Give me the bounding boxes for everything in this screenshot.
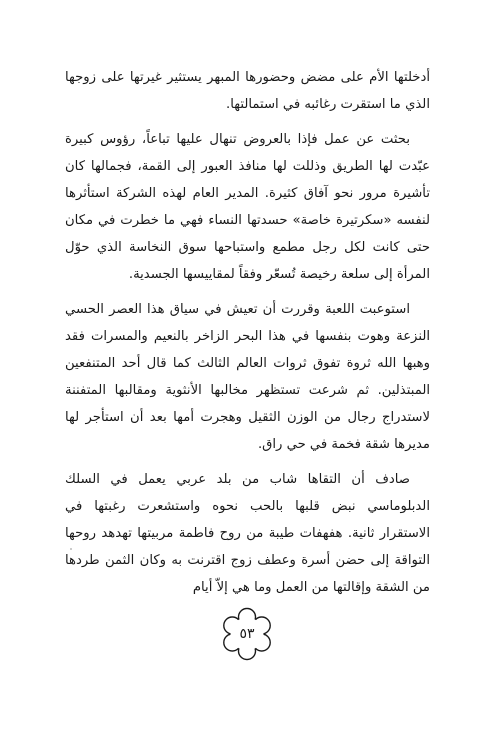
page-body (65, 64, 430, 601)
page-number-ornament (217, 604, 277, 664)
paragraph-2: بحثت عن عمل فإذا بالعروض تنهال عليها تباعاً، رؤوس كبيرة عبّدت لها الطريق وذللت لها منافذ العبور إلى القمة، فجمالها كان تأشيرة مرور نحو آفاق كثيرة. المدير العام لهذه الشركة استأثرها لنفسه «سكرتيرة خاصة» حسدتها النساء فهي ما خطرت في مكان حتى كانت لكل رجل مطمع واستباحها سوق النخاسة الذي حوّل المرأة إلى سلعة رخيصة تُسعّر وفقاً لمقاييسها الجسدية. (65, 132, 430, 282)
page-mark (70, 548, 72, 550)
paragraph-1: أدخلتها الأم على مضض وحضورها المبهر يستثير غيرتها على زوجها الذي ما استقرت رغائبه في استمالتها. (65, 70, 430, 112)
paragraph-4: صادف أن التقاها شاب من بلد عربي يعمل في السلك الدبلوماسي نبض قلبها بالحب نحوه واستشعرت رغبتها في الاستقرار ثانية. هفهفات طيبة من روح فاطمة مربيتها تهدهد روحها التواقة إلى حضن أسرة وعطف زوج اقترنت به وكان الثمن طردها من الشقة وإقالتها من العمل وما هي إلاّ أيام (65, 472, 430, 595)
page-number: ٥٣ (239, 626, 255, 642)
paragraph-3: استوعبت اللعبة وقررت أن تعيش في سياق هذا العصر الحسي النزعة وهوت بنفسها في هذا البحر الزاخر بالنعيم والمسرات فقد وهبها الله ثروة تفوق ثروات العالم الثالث كما قال أحد المتنفعين المبتذلين. ثم شرعت تستظهر مخالبها الأنثوية ومقالبها المتفننة لاستدراج رجال من الوزن الثقيل وهجرت أمها بعد أن استأجر لها مديرها شقة فخمة في حي راق. (65, 302, 430, 452)
